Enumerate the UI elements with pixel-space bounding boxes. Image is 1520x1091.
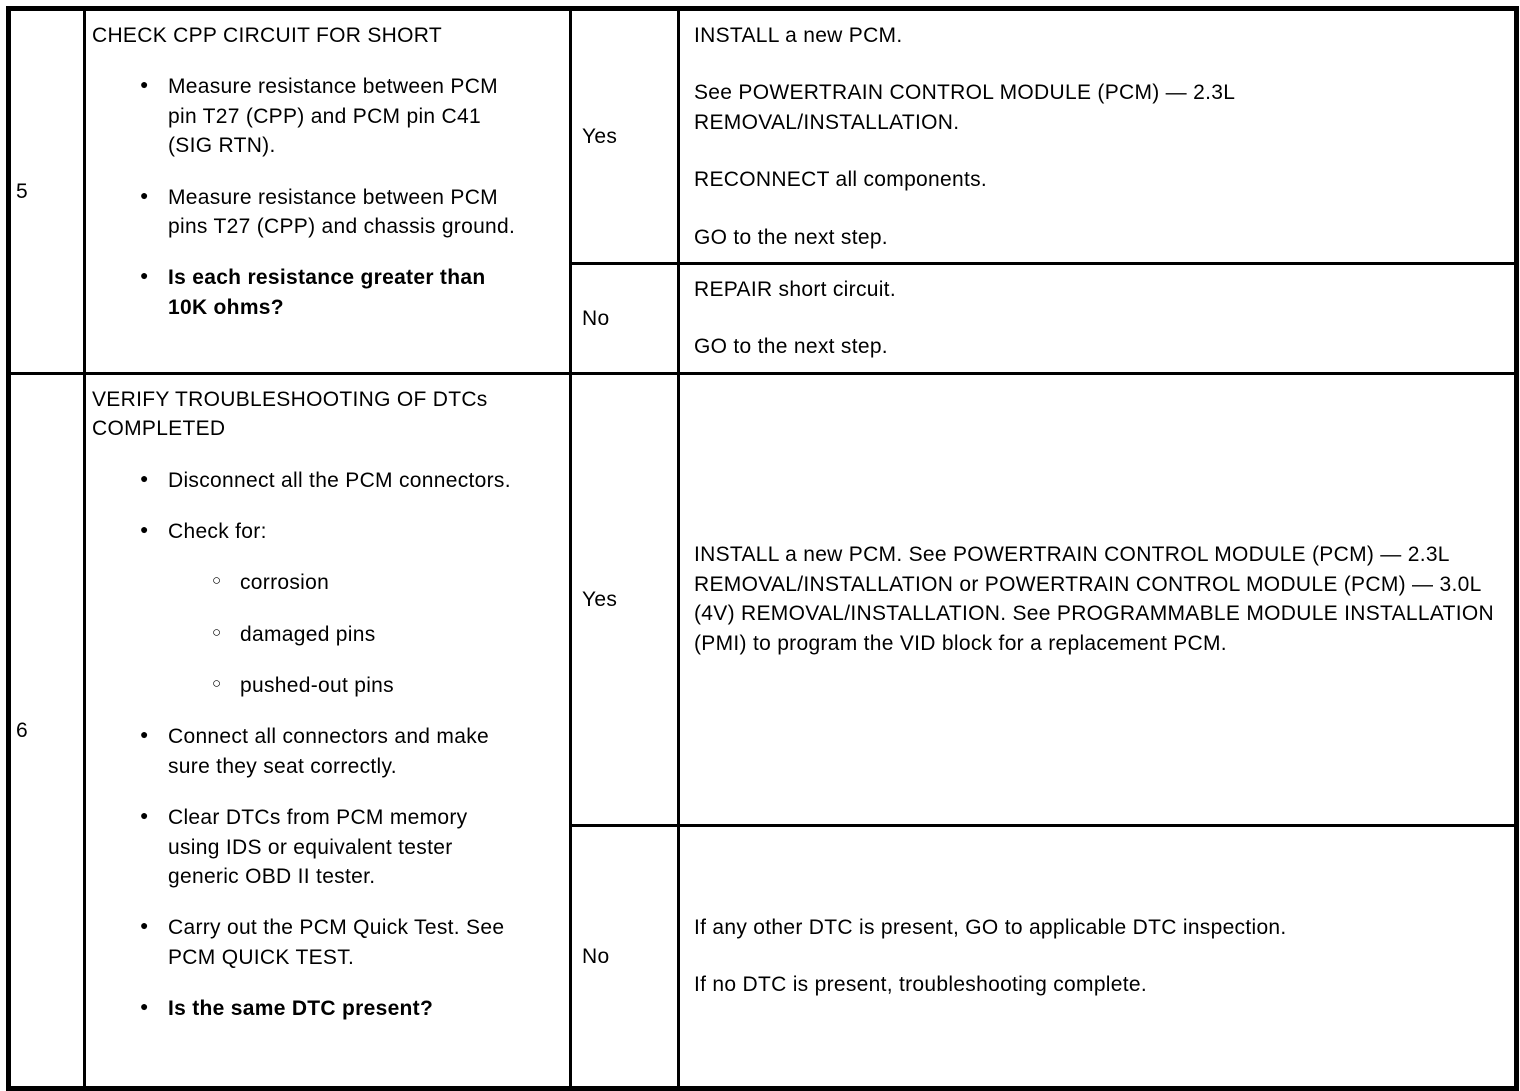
list-item — [92, 913, 561, 972]
bullet-icon: ● — [140, 520, 149, 537]
step6-no-action-cell — [679, 825, 1517, 1088]
step6-description-cell — [85, 373, 571, 1088]
sub-bullet-icon: ○ — [212, 572, 222, 590]
action-paragraph: If any other DTC is present, GO to applicable DTC inspection. — [694, 915, 1287, 939]
bullet-text: Measure resistance between PCM pins T27 (CPP) and chassis ground. — [168, 185, 516, 238]
sub-bullet-icon: ○ — [212, 675, 222, 693]
bullet-text: Measure resistance between PCM pin T27 (CPP) and PCM pin C41 (SIG RTN). — [168, 75, 498, 158]
step-number-cell — [9, 9, 85, 374]
no-cell — [571, 825, 679, 1088]
action-paragraph: GO to the next step. — [694, 225, 888, 249]
no-cell — [571, 263, 679, 373]
diagnostic-table — [6, 6, 1519, 1091]
bullet-text: Carry out the PCM Quick Test. See PCM QUICK TEST. — [168, 916, 505, 969]
no-label: No — [582, 306, 610, 330]
step-title: CHECK CPP CIRCUIT FOR SHORT — [92, 24, 442, 47]
step-number: 5 — [16, 179, 28, 203]
step6-bullet-list — [92, 466, 561, 1024]
action-paragraph: INSTALL a new PCM. See POWERTRAIN CONTROL MODULE (PCM) — 2.3L REMOVAL/INSTALLATION or POWERTRAIN CONTROL MODULE (PCM) — 3.0L (4V) REMOVAL/INSTALLATION. See PROGRAMMABLE MODULE INSTALLATION (PMI) to program the VID block for a replacement PCM. — [694, 543, 1494, 655]
list-item — [92, 994, 561, 1023]
yes-label: Yes — [582, 124, 618, 148]
table-row — [9, 373, 1517, 825]
step5-no-action-cell — [679, 263, 1517, 373]
bullet-text: Check for: — [168, 519, 267, 543]
bullet-icon: ● — [140, 917, 149, 934]
action-paragraph: INSTALL a new PCM. — [694, 24, 903, 47]
sub-bullet-icon: ○ — [212, 623, 222, 641]
list-item — [92, 263, 561, 322]
step5-description-cell — [85, 9, 571, 374]
sub-bullet-text: damaged pins — [240, 622, 376, 646]
step-number-cell — [9, 373, 85, 1088]
list-item — [92, 72, 561, 160]
list-item — [92, 803, 561, 891]
step6-yes-action-cell — [679, 373, 1517, 825]
action-paragraph: RECONNECT all components. — [694, 168, 988, 192]
sub-list-item — [92, 620, 561, 649]
action-paragraph: GO to the next step. — [694, 335, 888, 359]
sub-bullet-text: corrosion — [240, 571, 330, 595]
sub-list-item — [92, 568, 561, 597]
action-paragraph: If no DTC is present, troubleshooting complete. — [694, 973, 1147, 997]
step-title: VERIFY TROUBLESHOOTING OF DTCs COMPLETED — [92, 387, 488, 441]
list-item — [92, 722, 561, 781]
question-text: Is each resistance greater than 10K ohms? — [168, 266, 486, 319]
bullet-icon: ● — [140, 186, 149, 203]
bullet-text: Connect all connectors and make sure they seat correctly. — [168, 725, 489, 778]
step5-yes-action-cell — [679, 9, 1517, 264]
question-text: Is the same DTC present? — [168, 997, 434, 1021]
no-label: No — [582, 944, 610, 968]
yes-cell — [571, 9, 679, 264]
yes-label: Yes — [582, 587, 618, 611]
action-paragraph: See POWERTRAIN CONTROL MODULE (PCM) — 2.3L REMOVAL/INSTALLATION. — [694, 81, 1235, 134]
yes-cell — [571, 373, 679, 825]
bullet-icon: ● — [140, 807, 149, 824]
step-number: 6 — [16, 718, 28, 742]
bullet-icon: ● — [140, 469, 149, 486]
list-item — [92, 183, 561, 242]
bullet-icon: ● — [140, 76, 149, 93]
list-item — [92, 466, 561, 495]
list-item — [92, 517, 561, 546]
bullet-text: Clear DTCs from PCM memory using IDS or equivalent tester generic OBD II tester. — [168, 806, 468, 889]
bullet-text: Disconnect all the PCM connectors. — [168, 468, 511, 492]
bullet-icon: ● — [140, 267, 149, 284]
bullet-icon: ● — [140, 998, 149, 1015]
sub-bullet-text: pushed-out pins — [240, 674, 394, 698]
table-row — [9, 9, 1517, 264]
action-paragraph: REPAIR short circuit. — [694, 277, 896, 301]
sub-list-item — [92, 671, 561, 700]
step5-bullet-list — [92, 72, 561, 322]
bullet-icon: ● — [140, 726, 149, 743]
